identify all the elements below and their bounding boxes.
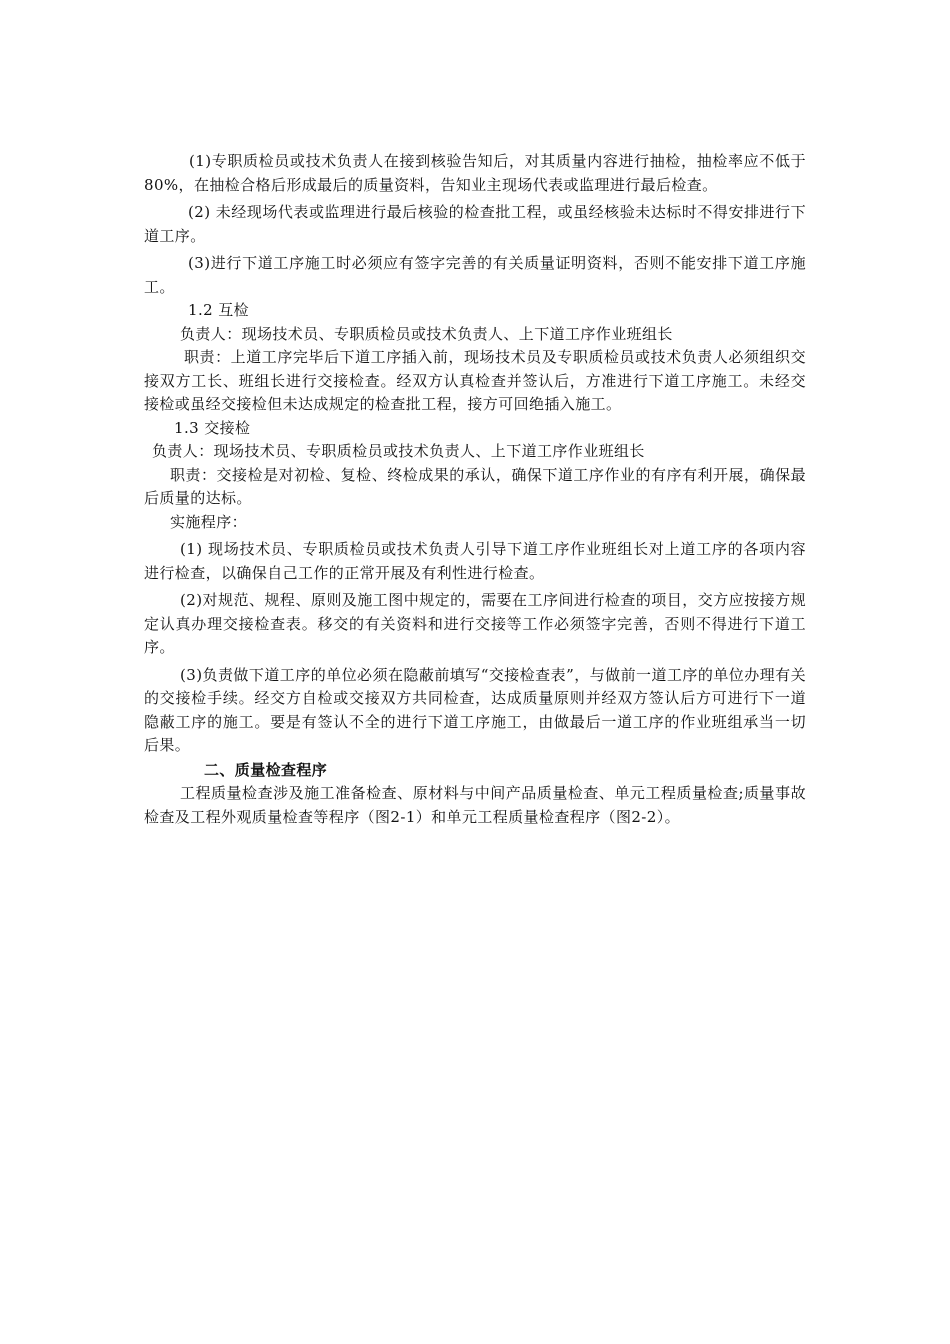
paragraph-duty-mutual: 职责：上道工序完毕后下道工序插入前，现场技术员及专职质检员或技术负责人必须组织交接双方工长、班组长进行交接检查。经双方认真检查并签认后，方准进行下道工序施工。未经交接检或虽经交接检但未达成规定的检查批工程，接方可回绝插入施工。 bbox=[144, 348, 806, 413]
paragraph-procedure-2: (2)对规范、规程、原则及施工图中规定的，需要在工序间进行检查的项目，交方应按接方规定认真办理交接检查表。移交的有关资料和进行交接等工作必须签字完善，否则不得进行下道工序。 bbox=[144, 591, 806, 656]
paragraph-duty-handover: 职责：交接检是对初检、复检、终检成果的承认，确保下道工序作业的有序有利开展，确保最后质量的达标。 bbox=[144, 465, 806, 507]
paragraph-quality-procedure: 工程质量检查涉及施工准备检查、原材料与中间产品质量检查、单元工程质量检查;质量事故检查及工程外观质量检查等程序（图2-1）和单元工程质量检查程序（图2-2）。 bbox=[144, 784, 806, 826]
section-heading-2: 二、质量检查程序 bbox=[204, 760, 328, 779]
paragraph-procedure-label: 实施程序： bbox=[170, 512, 248, 531]
document-body bbox=[144, 150, 806, 829]
section-heading-1-3: 1.3 交接检 bbox=[174, 418, 251, 437]
paragraph-check-2: (2) 未经现场代表或监理进行最后核验的检查批工程，或虽经核验未达标时不得安排进行下道工序。 bbox=[144, 203, 806, 245]
paragraph-check-1: (1)专职质检员或技术负责人在接到核验告知后，对其质量内容进行抽检，抽检率应不低于80%，在抽检合格后形成最后的质量资料，告知业主现场代表或监理进行最后检查。 bbox=[144, 152, 806, 194]
paragraph-responsible-handover: 负责人：现场技术员、专职质检员或技术负责人、上下道工序作业班组长 bbox=[152, 442, 645, 460]
paragraph-responsible-mutual: 负责人：现场技术员、专职质检员或技术负责人、上下道工序作业班组长 bbox=[180, 324, 673, 343]
paragraph-procedure-3: (3)负责做下道工序的单位必须在隐蔽前填写“交接检查表”，与做前一道工序的单位办理有关的交接检手续。经交方自检或交接双方共同检查，达成质量原则并经双方签认后方可进行下一道隐蔽工序的施工。要是有签认不全的进行下道工序施工，由做最后一道工序的作业班组承当一切后果。 bbox=[144, 665, 806, 754]
paragraph-procedure-1: (1) 现场技术员、专职质检员或技术负责人引导下道工序作业班组长对上道工序的各项内容进行检查，以确保自己工作的正常开展及有利性进行检查。 bbox=[144, 540, 806, 582]
section-heading-1-2: 1.2 互检 bbox=[188, 301, 250, 319]
paragraph-check-3: (3)进行下道工序施工时必须应有签字完善的有关质量证明资料，否则不能安排下道工序施工。 bbox=[144, 254, 806, 296]
